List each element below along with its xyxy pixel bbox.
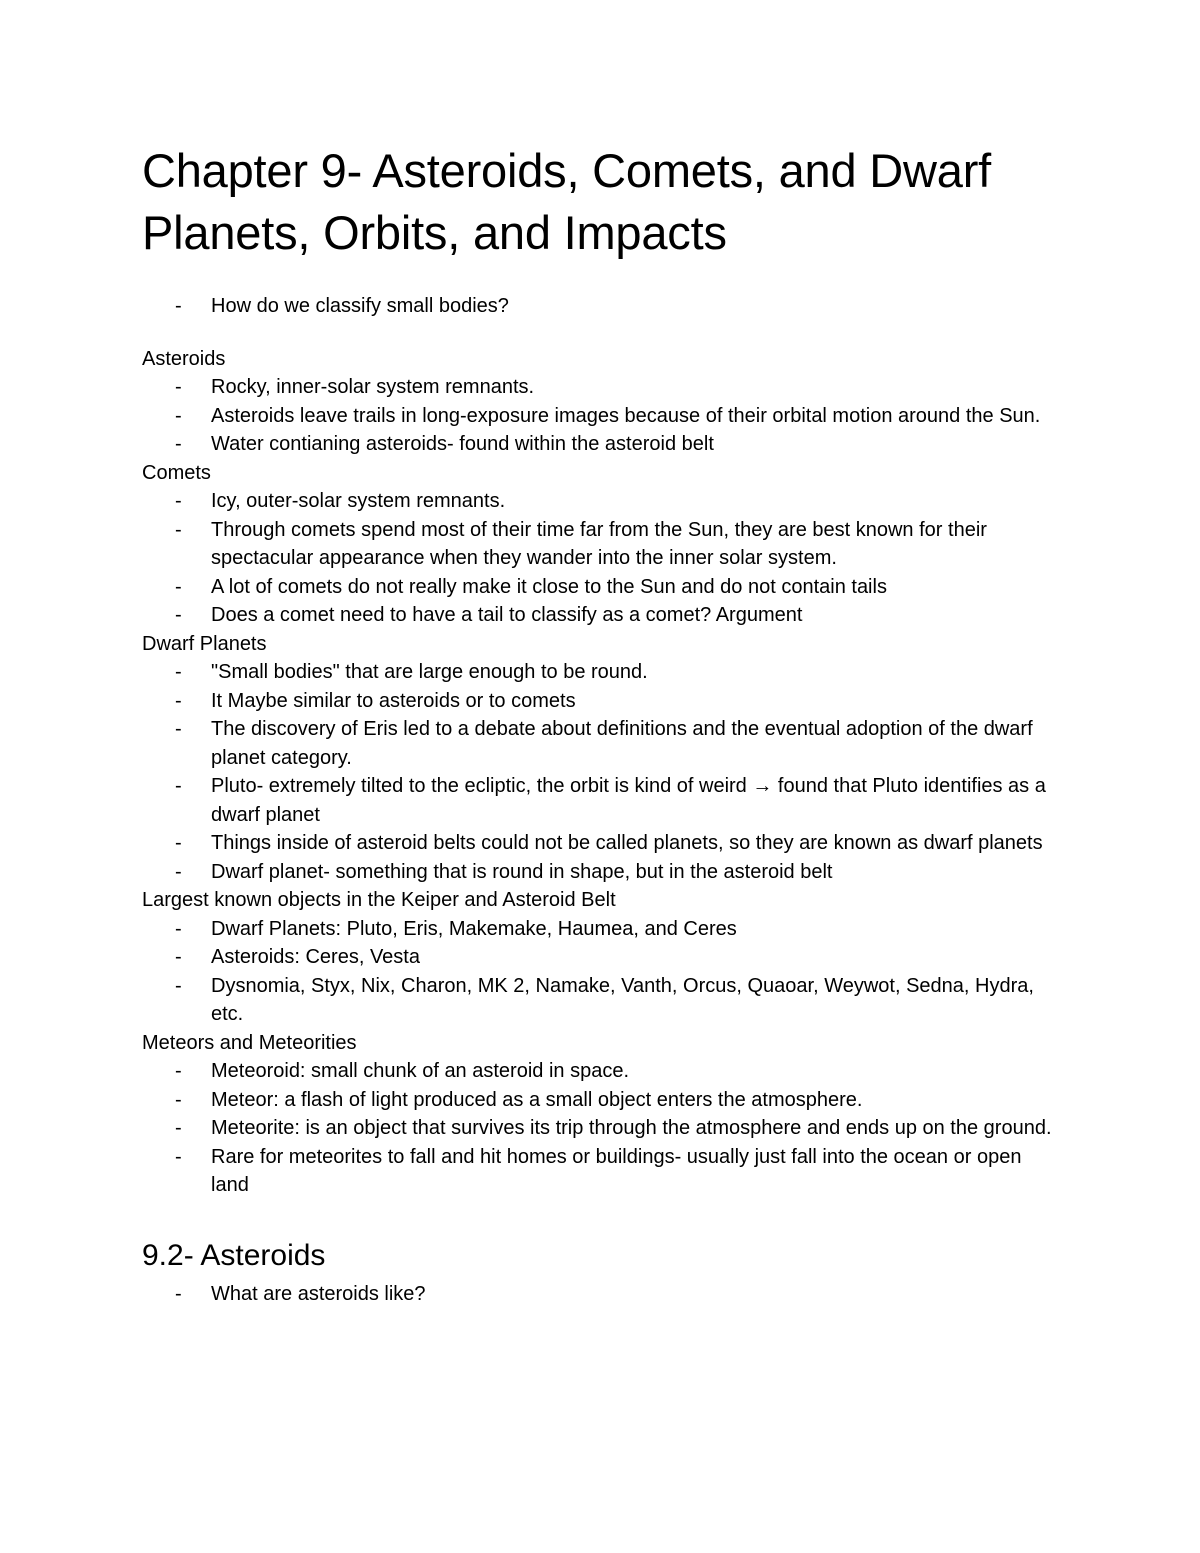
bullet-text: A lot of comets do not really make it close to the Sun and do not contain tails — [211, 575, 887, 598]
list-item — [142, 1143, 1062, 1200]
list-item — [142, 715, 1062, 772]
list-item — [142, 487, 1062, 516]
bullet-dash: - — [175, 604, 182, 626]
bullet-dash: - — [175, 661, 182, 683]
list-item — [142, 430, 1062, 459]
list-item — [142, 373, 1062, 402]
list-item — [142, 858, 1062, 887]
bullet-dash: - — [175, 518, 182, 541]
bullet-dash: - — [175, 1145, 182, 1168]
bullet-text: It Maybe similar to asteroids or to comets — [211, 689, 576, 712]
section-largest-objects — [142, 886, 1062, 1029]
bullet-dash: - — [175, 1088, 182, 1111]
list-item — [142, 573, 1062, 602]
chapter-title: Chapter 9- Asteroids, Comets, and Dwarf Planets, Orbits, and Impacts — [142, 144, 992, 259]
bullet-text: Meteor: a flash of light produced as a small object enters the atmosphere. — [211, 1088, 863, 1111]
section-heading: Meteors and Meteorities — [142, 1031, 357, 1054]
list-item — [142, 1086, 1062, 1115]
list-item — [142, 601, 1062, 630]
list-item — [142, 915, 1062, 944]
subsection-heading: 9.2- Asteroids — [142, 1238, 326, 1272]
bullet-dash: - — [175, 832, 182, 854]
bullet-dash: - — [175, 689, 182, 712]
list-item — [142, 658, 1062, 687]
bullet-dash: - — [175, 974, 182, 997]
bullet-text: Through comets spend most of their time far from the Sun, they are best known for their spectacular appearance when they wander into the inner solar system. — [211, 518, 987, 569]
list-item — [142, 402, 1062, 431]
bullet-list — [142, 915, 1062, 1029]
list-item — [142, 292, 1062, 321]
bullet-text: Rare for meteorites to fall and hit homes or buildings- usually just fall into the ocean or open land — [211, 1145, 1022, 1196]
bullet-dash: - — [175, 404, 182, 427]
bullet-dash: - — [175, 376, 182, 398]
bullet-text: What are asteroids like? — [211, 1282, 426, 1305]
bullet-text: Icy, outer-solar system remnants. — [211, 490, 506, 512]
bullet-dash: - — [175, 1117, 182, 1139]
bullet-dash: - — [175, 917, 182, 940]
section-comets — [142, 459, 1062, 630]
bullet-dash: - — [175, 433, 182, 455]
bullet-list — [142, 658, 1062, 886]
bullet-dash: - — [175, 946, 182, 968]
bullet-dash: - — [175, 1060, 182, 1082]
section-heading: Largest known objects in the Keiper and Asteroid Belt — [142, 889, 616, 911]
section-dwarf-planets — [142, 630, 1062, 887]
list-item — [142, 972, 1062, 1029]
bullet-dash: - — [175, 295, 182, 317]
bullet-text: Pluto- extremely tilted to the ecliptic, the orbit is kind of weird → found that Pluto identifies as a dwarf planet — [211, 775, 1046, 826]
bullet-dash: - — [175, 860, 182, 883]
bullet-text: "Small bodies" that are large enough to be round. — [211, 661, 648, 683]
list-item — [142, 516, 1062, 573]
bullet-dash: - — [175, 1282, 182, 1305]
list-item — [142, 1280, 1062, 1309]
bullet-list — [142, 1057, 1062, 1200]
bullet-text: Meteoroid: small chunk of an asteroid in space. — [211, 1060, 629, 1082]
bullet-text: Things inside of asteroid belts could not be called planets, so they are known as dwarf planets — [211, 832, 1043, 854]
intro-block — [142, 292, 1062, 321]
bullet-text: Dysnomia, Styx, Nix, Charon, MK 2, Namake, Vanth, Orcus, Quaoar, Weywot, Sedna, Hydra, etc. — [211, 974, 1034, 1025]
document-page — [142, 140, 1062, 1308]
list-item — [142, 829, 1062, 858]
bullet-dash: - — [175, 718, 182, 740]
intro-bullet-list — [142, 292, 1062, 321]
bullet-text: Meteorite: is an object that survives its trip through the atmosphere and ends up on the ground. — [211, 1117, 1052, 1139]
bullet-dash: - — [175, 775, 182, 797]
bullet-text: Does a comet need to have a tail to classify as a comet? Argument — [211, 604, 803, 626]
list-item — [142, 1057, 1062, 1086]
bullet-text: Dwarf planet- something that is round in shape, but in the asteroid belt — [211, 860, 833, 883]
bullet-text: Dwarf Planets: Pluto, Eris, Makemake, Haumea, and Ceres — [211, 917, 737, 940]
list-item — [142, 1114, 1062, 1143]
list-item — [142, 772, 1062, 829]
section-asteroids — [142, 345, 1062, 459]
list-item — [142, 943, 1062, 972]
bullet-text: Rocky, inner-solar system remnants. — [211, 376, 535, 398]
bullet-dash: - — [175, 575, 182, 598]
bullet-list — [142, 487, 1062, 630]
bullet-text: How do we classify small bodies? — [211, 295, 509, 317]
section-heading: Dwarf Planets — [142, 632, 267, 655]
bullet-dash: - — [175, 490, 182, 512]
bullet-text: Water contianing asteroids- found within the asteroid belt — [211, 433, 714, 455]
bullet-list — [142, 373, 1062, 459]
notes-body — [142, 345, 1062, 1200]
bullet-text: The discovery of Eris led to a debate about definitions and the eventual adoption of the dwarf planet category. — [211, 718, 1033, 769]
section-heading: Comets — [142, 461, 211, 484]
bullet-text: Asteroids: Ceres, Vesta — [211, 946, 420, 968]
section-heading: Asteroids — [142, 347, 226, 370]
list-item — [142, 687, 1062, 716]
subsection-bullet-list — [142, 1280, 1062, 1309]
bullet-text: Asteroids leave trails in long-exposure images because of their orbital motion around the Sun. — [211, 404, 1041, 427]
section-meteors — [142, 1029, 1062, 1200]
